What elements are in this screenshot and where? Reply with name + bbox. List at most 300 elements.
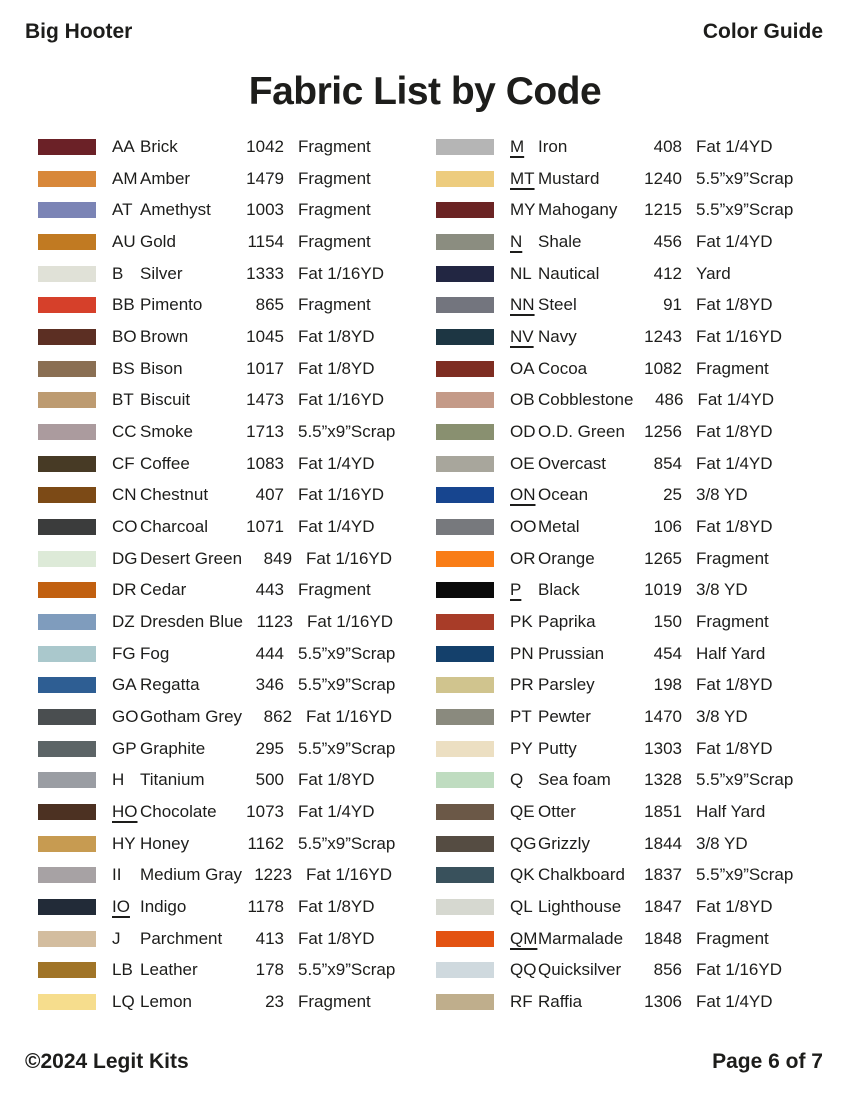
fabric-row [38, 796, 418, 828]
fabric-row [38, 543, 418, 575]
fabric-row [38, 479, 418, 511]
fabric-number: 1473 [246, 390, 284, 410]
color-swatch [38, 994, 96, 1010]
fabric-number: 1243 [644, 326, 682, 346]
fabric-cut-size: Fat 1/16YD [307, 611, 394, 631]
fabric-code: GA [112, 675, 137, 695]
fabric-row [436, 828, 816, 860]
fabric-number: 1045 [246, 326, 284, 346]
fabric-name: Desert Green [140, 548, 243, 568]
fabric-row [436, 796, 816, 828]
fabric-number: 1333 [246, 263, 284, 283]
fabric-code: QE [510, 801, 535, 821]
color-swatch [38, 804, 96, 820]
fabric-number: 1019 [644, 580, 682, 600]
color-swatch [38, 202, 96, 218]
fabric-number: 1713 [246, 421, 284, 441]
fabric-row [436, 669, 816, 701]
fabric-cut-size: Fat 1/4YD [298, 516, 375, 536]
fabric-name: Titanium [140, 770, 205, 790]
fabric-cut-size: Fat 1/16YD [306, 548, 393, 568]
fabric-number: 1470 [644, 706, 682, 726]
color-swatch [436, 646, 494, 662]
fabric-row [38, 226, 418, 258]
fabric-code: Q [510, 770, 524, 790]
fabric-number: 862 [263, 706, 293, 726]
fabric-number: 1162 [247, 833, 284, 853]
fabric-name: Putty [538, 738, 577, 758]
color-swatch [38, 424, 96, 440]
fabric-code: QG [510, 833, 537, 853]
color-swatch [38, 171, 96, 187]
fabric-number: 865 [255, 295, 284, 315]
fabric-number: 856 [653, 960, 682, 980]
fabric-cut-size: Fat 1/8YD [696, 421, 773, 441]
fabric-number: 1082 [644, 358, 682, 378]
fabric-row [38, 448, 418, 480]
fabric-code: IO [112, 896, 130, 916]
fabric-number: 1328 [644, 770, 682, 790]
color-swatch [38, 361, 96, 377]
fabric-row [38, 321, 418, 353]
fabric-cut-size: Fragment [298, 580, 371, 600]
fabric-row [436, 194, 816, 226]
fabric-name: Biscuit [140, 390, 191, 410]
fabric-code: LQ [112, 991, 135, 1011]
fabric-number: 443 [255, 580, 284, 600]
fabric-code: PY [510, 738, 533, 758]
fabric-name: Chestnut [140, 485, 209, 505]
fabric-row [38, 258, 418, 290]
fabric-name: Marmalade [538, 928, 624, 948]
fabric-cut-size: Fat 1/8YD [298, 896, 375, 916]
fabric-number: 295 [255, 738, 284, 758]
fabric-cut-size: 3/8 YD [696, 485, 748, 505]
fabric-name: Metal [538, 516, 580, 536]
fabric-name: Shale [538, 231, 582, 251]
fabric-number: 500 [255, 770, 284, 790]
color-swatch [38, 614, 96, 630]
color-swatch [436, 677, 494, 693]
fabric-number: 408 [653, 136, 682, 156]
fabric-code: HO [112, 801, 138, 821]
fabric-code: OA [510, 358, 535, 378]
fabric-row [436, 986, 816, 1018]
fabric-name: Parsley [538, 675, 595, 695]
fabric-name: Bison [140, 358, 183, 378]
fabric-row [38, 131, 418, 163]
fabric-cut-size: Fat 1/4YD [696, 453, 773, 473]
fabric-cut-size: 5.5”x9”Scrap [696, 168, 794, 188]
fabric-cut-size: Fat 1/4YD [697, 390, 775, 410]
fabric-cut-size: 5.5”x9”Scrap [298, 960, 396, 980]
fabric-code: BT [112, 390, 134, 410]
page-number: Page 6 of 7 [712, 1050, 823, 1073]
color-swatch [436, 297, 494, 313]
fabric-cut-size: Fat 1/16YD [306, 865, 393, 885]
fabric-code: CO [112, 516, 138, 536]
color-swatch [38, 266, 96, 282]
fabric-code: DZ [112, 611, 135, 631]
fabric-name: Honey [140, 833, 190, 853]
fabric-row [436, 543, 816, 575]
fabric-name: Brick [140, 136, 178, 156]
fabric-code: PK [510, 611, 533, 631]
fabric-row [38, 511, 418, 543]
fabric-name: Coffee [140, 453, 190, 473]
fabric-code: OR [510, 548, 536, 568]
fabric-name: Smoke [140, 421, 193, 441]
fabric-name: Raffia [538, 991, 583, 1011]
fabric-number: 1003 [246, 200, 284, 220]
fabric-name: Pimento [140, 295, 203, 315]
fabric-cut-size: Fat 1/8YD [298, 326, 375, 346]
fabric-cut-size: Fat 1/8YD [696, 675, 773, 695]
fabric-name: Prussian [538, 643, 605, 663]
color-swatch [436, 487, 494, 503]
fabric-number: 1847 [644, 896, 682, 916]
fabric-row [38, 764, 418, 796]
fabric-cut-size: Yard [696, 263, 731, 283]
fabric-cut-size: Fat 1/4YD [696, 991, 773, 1011]
color-swatch [38, 139, 96, 155]
fabric-cut-size: Fat 1/16YD [696, 326, 782, 346]
color-swatch [38, 329, 96, 345]
fabric-row [436, 859, 816, 891]
color-swatch [436, 962, 494, 978]
fabric-name: Mahogany [538, 200, 618, 220]
fabric-number: 456 [653, 231, 682, 251]
fabric-number: 444 [255, 643, 284, 663]
fabric-cut-size: Fragment [696, 358, 769, 378]
color-swatch [38, 772, 96, 788]
fabric-number: 1223 [254, 865, 293, 885]
fabric-cut-size: Fragment [696, 548, 769, 568]
copyright: ©2024 Legit Kits [25, 1050, 189, 1073]
fabric-row [436, 954, 816, 986]
fabric-row [38, 353, 418, 385]
fabric-code: BO [112, 326, 137, 346]
fabric-cut-size: Fat 1/8YD [696, 738, 773, 758]
fabric-row [38, 194, 418, 226]
fabric-number: 1303 [644, 738, 682, 758]
fabric-column-right [436, 131, 816, 1018]
color-swatch [436, 234, 494, 250]
document-type-label: Color Guide [702, 20, 823, 43]
fabric-name: Quicksilver [538, 960, 622, 980]
color-swatch [436, 931, 494, 947]
color-swatch [38, 962, 96, 978]
fabric-number: 854 [653, 453, 682, 473]
fabric-code: GO [112, 706, 139, 726]
fabric-row [436, 923, 816, 955]
fabric-code: QM [510, 928, 538, 948]
color-swatch [436, 614, 494, 630]
project-name: Big Hooter [25, 20, 133, 43]
color-swatch [436, 709, 494, 725]
color-swatch [38, 741, 96, 757]
fabric-name: Mustard [538, 168, 600, 188]
fabric-number: 1306 [644, 991, 682, 1011]
fabric-row [436, 511, 816, 543]
fabric-code: MT [510, 168, 535, 188]
fabric-code: OD [510, 421, 536, 441]
color-swatch [38, 867, 96, 883]
fabric-name: Grizzly [538, 833, 590, 853]
fabric-name: Black [538, 580, 580, 600]
color-swatch [38, 456, 96, 472]
fabric-cut-size: Fat 1/4YD [298, 801, 375, 821]
fabric-name: Otter [538, 801, 576, 821]
fabric-code: QK [510, 865, 535, 885]
fabric-code: N [510, 231, 523, 251]
fabric-row [436, 479, 816, 511]
fabric-number: 1178 [247, 896, 284, 916]
fabric-row [436, 891, 816, 923]
fabric-cut-size: 5.5”x9”Scrap [298, 421, 396, 441]
fabric-code: OB [510, 390, 535, 410]
color-swatch [436, 804, 494, 820]
fabric-name: Orange [538, 548, 595, 568]
color-swatch [38, 297, 96, 313]
fabric-name: Iron [538, 136, 568, 156]
fabric-cut-size: Fragment [298, 991, 371, 1011]
fabric-row [436, 733, 816, 765]
fabric-name: Gold [140, 231, 176, 251]
fabric-code: OE [510, 453, 535, 473]
color-swatch [38, 551, 96, 567]
fabric-name: Cobblestone [538, 390, 634, 410]
fabric-code: GP [112, 738, 137, 758]
fabric-name: Parchment [140, 928, 223, 948]
fabric-cut-size: Fat 1/16YD [298, 263, 384, 283]
fabric-list [38, 131, 816, 1018]
fabric-row [38, 289, 418, 321]
fabric-cut-size: Fat 1/8YD [298, 928, 375, 948]
color-swatch [38, 709, 96, 725]
fabric-name: O.D. Green [538, 421, 625, 441]
fabric-number: 1073 [246, 801, 284, 821]
fabric-cut-size: Fat 1/16YD [696, 960, 782, 980]
fabric-row [38, 828, 418, 860]
fabric-code: HY [112, 833, 136, 853]
color-swatch [436, 551, 494, 567]
fabric-row [436, 226, 816, 258]
fabric-number: 1479 [246, 168, 284, 188]
fabric-name: Chocolate [140, 801, 217, 821]
fabric-number: 1844 [644, 833, 682, 853]
fabric-row [38, 669, 418, 701]
fabric-number: 91 [663, 295, 682, 315]
fabric-cut-size: 3/8 YD [696, 833, 748, 853]
color-swatch [38, 677, 96, 693]
fabric-code: H [112, 770, 125, 790]
color-swatch [436, 456, 494, 472]
fabric-row [436, 163, 816, 195]
fabric-name: Lemon [140, 991, 192, 1011]
fabric-name: Ocean [538, 485, 589, 505]
fabric-code: OO [510, 516, 537, 536]
fabric-number: 454 [653, 643, 682, 663]
fabric-row [436, 764, 816, 796]
fabric-cut-size: 5.5”x9”Scrap [696, 770, 794, 790]
fabric-number: 1851 [644, 801, 682, 821]
fabric-name: Graphite [140, 738, 206, 758]
fabric-name: Overcast [538, 453, 607, 473]
color-swatch [436, 171, 494, 187]
color-swatch [38, 836, 96, 852]
fabric-number: 1215 [644, 200, 682, 220]
fabric-cut-size: Fat 1/8YD [298, 358, 375, 378]
fabric-name: Fog [140, 643, 170, 663]
fabric-name: Chalkboard [538, 865, 625, 885]
fabric-code: AU [112, 231, 136, 251]
fabric-code: NN [510, 295, 535, 315]
fabric-name: Dresden Blue [140, 611, 244, 631]
fabric-number: 1837 [644, 865, 682, 885]
fabric-name: Paprika [538, 611, 596, 631]
fabric-cut-size: Fragment [696, 928, 769, 948]
fabric-number: 1123 [256, 611, 294, 631]
color-swatch [436, 266, 494, 282]
fabric-code: PT [510, 706, 532, 726]
fabric-row [436, 638, 816, 670]
fabric-row [38, 416, 418, 448]
fabric-number: 1071 [246, 516, 284, 536]
fabric-cut-size: Fat 1/8YD [696, 516, 773, 536]
fabric-cut-size: 5.5”x9”Scrap [298, 643, 396, 663]
color-swatch [38, 582, 96, 598]
color-swatch [436, 899, 494, 915]
fabric-cut-size: Fragment [298, 136, 371, 156]
fabric-cut-size: Fat 1/4YD [696, 231, 773, 251]
fabric-name: Cedar [140, 580, 187, 600]
fabric-code: J [112, 928, 121, 948]
fabric-number: 1265 [644, 548, 682, 568]
fabric-number: 1154 [247, 231, 284, 251]
color-swatch [436, 772, 494, 788]
fabric-code: ON [510, 485, 536, 505]
fabric-cut-size: Fat 1/16YD [298, 390, 384, 410]
color-swatch [38, 931, 96, 947]
fabric-name: Medium Gray [140, 865, 243, 885]
fabric-cut-size: Fragment [298, 231, 371, 251]
fabric-number: 849 [263, 548, 293, 568]
fabric-code: CC [112, 421, 137, 441]
fabric-name: Amethyst [140, 200, 211, 220]
fabric-row [436, 448, 816, 480]
fabric-row [38, 701, 418, 733]
fabric-code: BB [112, 295, 135, 315]
fabric-name: Navy [538, 326, 577, 346]
page-title: Fabric List by Code [248, 70, 602, 113]
fabric-code: MY [510, 200, 536, 220]
fabric-number: 1848 [644, 928, 682, 948]
fabric-number: 198 [653, 675, 682, 695]
fabric-row [38, 163, 418, 195]
fabric-row [436, 384, 816, 416]
fabric-row [38, 638, 418, 670]
fabric-code: AA [112, 136, 135, 156]
fabric-cut-size: Fat 1/4YD [696, 136, 773, 156]
fabric-number: 412 [653, 263, 682, 283]
fabric-number: 1083 [246, 453, 284, 473]
fabric-code: M [510, 136, 525, 156]
fabric-cut-size: 5.5”x9”Scrap [298, 738, 396, 758]
fabric-row [436, 321, 816, 353]
fabric-code: P [510, 580, 522, 600]
fabric-column-left [38, 131, 418, 1018]
fabric-code: LB [112, 960, 133, 980]
color-swatch [38, 899, 96, 915]
color-swatch [436, 392, 494, 408]
fabric-cut-size: 5.5”x9”Scrap [696, 200, 794, 220]
fabric-name: Nautical [538, 263, 600, 283]
color-swatch [436, 867, 494, 883]
fabric-code: AT [112, 200, 133, 220]
fabric-code: AM [112, 168, 138, 188]
fabric-row [436, 131, 816, 163]
color-swatch [436, 836, 494, 852]
fabric-row [38, 733, 418, 765]
fabric-number: 486 [655, 390, 684, 410]
fabric-name: Leather [140, 960, 198, 980]
fabric-name: Cocoa [538, 358, 588, 378]
fabric-row [38, 859, 418, 891]
color-swatch [436, 361, 494, 377]
fabric-cut-size: 5.5”x9”Scrap [696, 865, 794, 885]
fabric-row [436, 258, 816, 290]
fabric-cut-size: Fragment [298, 200, 371, 220]
color-swatch [436, 582, 494, 598]
fabric-name: Indigo [140, 896, 187, 916]
fabric-name: Charcoal [140, 516, 209, 536]
color-swatch [436, 424, 494, 440]
fabric-cut-size: 5.5”x9”Scrap [298, 833, 396, 853]
color-swatch [38, 234, 96, 250]
fabric-code: QQ [510, 960, 537, 980]
fabric-row [38, 606, 418, 638]
color-swatch [38, 392, 96, 408]
fabric-cut-size: Half Yard [696, 801, 766, 821]
fabric-cut-size: Fat 1/4YD [298, 453, 375, 473]
fabric-row [436, 289, 816, 321]
fabric-cut-size: Fat 1/8YD [298, 770, 375, 790]
fabric-name: Amber [140, 168, 191, 188]
fabric-name: Steel [538, 295, 577, 315]
fabric-code: NL [510, 263, 532, 283]
fabric-code: QL [510, 896, 533, 916]
fabric-name: Pewter [538, 706, 591, 726]
color-swatch [436, 741, 494, 757]
fabric-row [38, 574, 418, 606]
fabric-cut-size: Fragment [298, 168, 371, 188]
fabric-name: Sea foam [538, 770, 611, 790]
fabric-code: B [112, 263, 124, 283]
fabric-row [38, 384, 418, 416]
fabric-cut-size: 3/8 YD [696, 580, 748, 600]
fabric-cut-size: Half Yard [696, 643, 766, 663]
fabric-name: Lighthouse [538, 896, 622, 916]
fabric-number: 106 [653, 516, 682, 536]
fabric-row [38, 954, 418, 986]
fabric-number: 1256 [644, 421, 682, 441]
fabric-row [436, 574, 816, 606]
fabric-number: 346 [255, 675, 284, 695]
color-swatch [38, 487, 96, 503]
fabric-cut-size: Fat 1/8YD [696, 295, 773, 315]
fabric-row [38, 891, 418, 923]
